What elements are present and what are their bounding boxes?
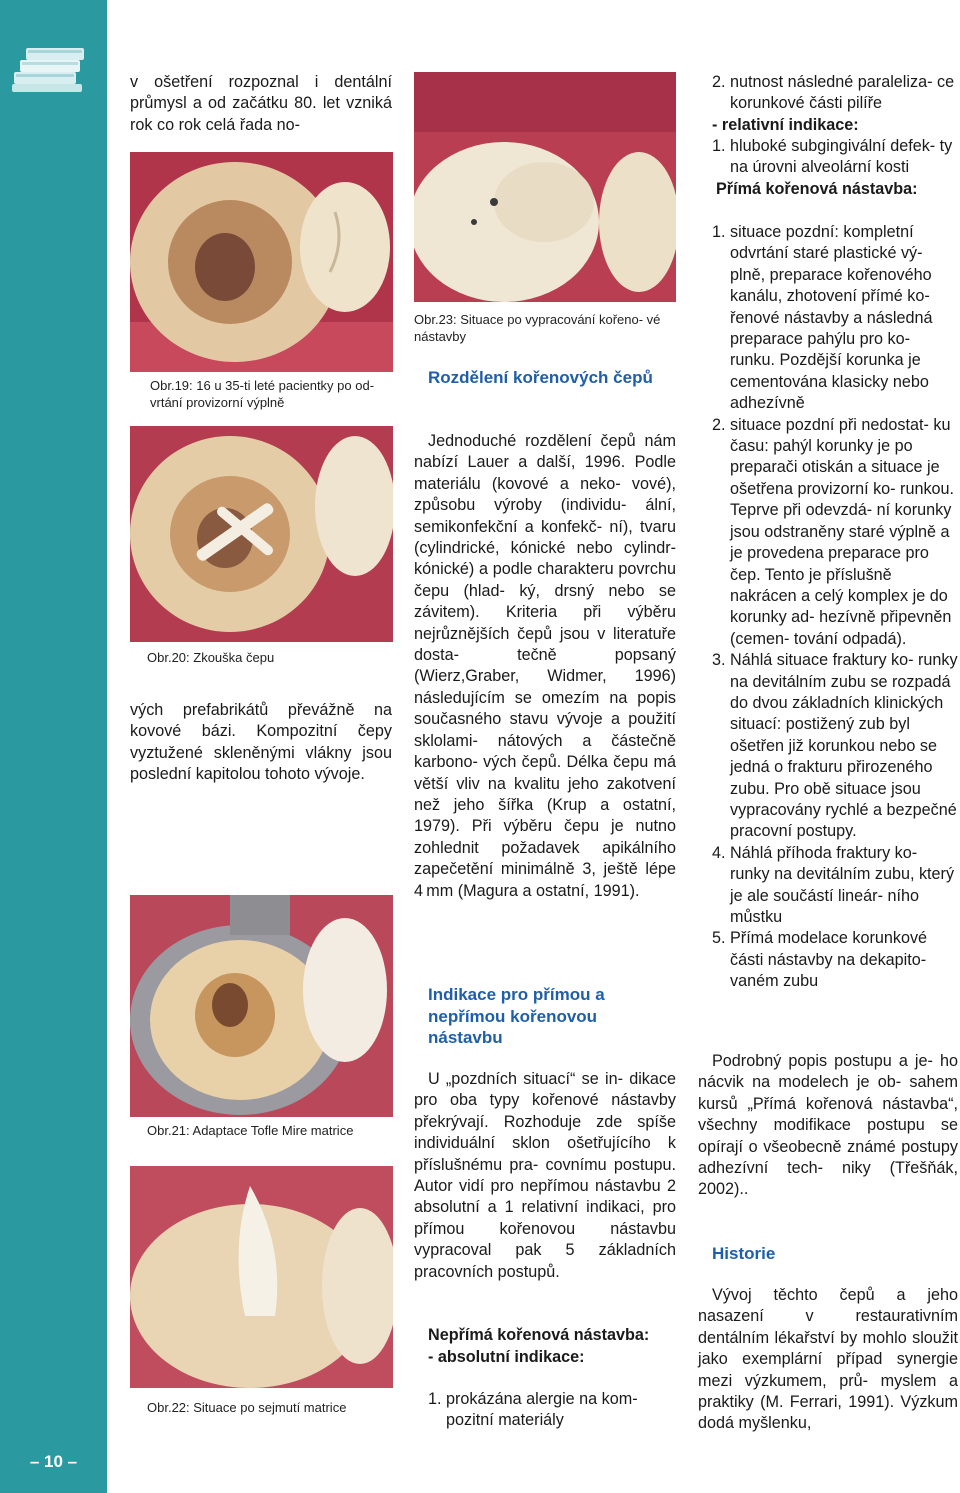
photo-obr21	[130, 895, 393, 1117]
list-item	[712, 72, 958, 115]
list-item-number: 3.	[712, 651, 726, 670]
caption-obr23: Obr.23: Situace po vypracování kořeno- vé nástavby	[414, 312, 661, 344]
list-item-number: 1.	[712, 137, 726, 155]
caption-obr22: Obr.22: Situace po sejmutí matrice	[147, 1400, 347, 1415]
heading-historie: Historie	[712, 1244, 776, 1263]
col3-relative-heading: - relativní indikace:	[712, 116, 859, 134]
list-item	[712, 222, 958, 415]
col3-para-detail: Podrobný popis postupu a je- ho nácvik na modelech je ob- sahem kursů „Přímá kořenová nástavba“, všechny modifikace postupu se opírají o všeobecně známé postupy adhezívní tech- niky (Třešňák, 2002)..	[698, 1052, 958, 1199]
page-number: – 10 –	[29, 1452, 78, 1471]
col3-top-item1	[712, 136, 958, 179]
list-item-text: situace pozdní při nedostat- ku času: pahýl korunky je po preparači otiskán a situace je ošetřena provizorní ko- runkou. Teprve při odevzdá- ní korunky jsou odstraněny staré výplně a je provedena preparace pro čep. Tento je příslušně nakrácen a celý komplex je do korunky ad- hezívně připevněn (cemen- tování odpadá).	[730, 415, 955, 648]
list-item-text: Přímá modelace korunkové části nástavby na dekapito- vaném zubu	[730, 929, 928, 991]
col2-para2: U „pozdních situací“ se in- dikace pro oba typy kořenové nástavby překrývají. Rozhoduje zde spíše individuální sklon ošetřujícího k příslušnému pra- covnímu postupu. Autor vidí pro nepřímou nástavbu 2 absolutní a 1 relativní indikaci, pro přímou kořenovou nástavbu vypracoval pak 5 základních pracovních postupů.	[414, 1070, 676, 1281]
list-item-number: 4.	[712, 843, 726, 862]
col3-direct-heading: Přímá kořenová nástavba:	[716, 180, 918, 198]
photo-obr20	[130, 426, 393, 642]
photo-obr19	[130, 152, 393, 372]
list-item-text: situace pozdní: kompletní odvrtání staré plastické vý- plně, preparace kořenového kanálu, zhotovení přímé ko- řenové nástavby a následná preparace pahýlu pro ko- runku. Pozdější korunka je cementována klasicky nebo adhezívně	[730, 223, 933, 413]
col1-intro-text: v ošetření rozpoznal i dentální průmysl a od začátku 80. let vzniká rok co rok celá řada no-	[130, 73, 392, 134]
list-item-text: prokázána alergie na kom- pozitní materiály	[446, 1390, 638, 1430]
caption-obr20: Obr.20: Zkouška čepu	[147, 650, 275, 665]
list-item-text: hluboké subgingivální defek- ty na úrovni alveolární kosti	[730, 137, 953, 177]
list-item	[712, 928, 958, 992]
col2-subheading-absolutni: - absolutní indikace:	[428, 1348, 585, 1366]
list-item	[712, 415, 958, 650]
heading-indikace: Indikace pro přímou a nepřímou kořenovou nástavbu	[428, 985, 605, 1047]
list-item-number: 1.	[428, 1390, 442, 1408]
photo-obr22	[130, 1166, 393, 1388]
photo-obr23	[414, 72, 676, 302]
col2-subheading-neprima: Nepřímá kořenová nástavba:	[428, 1326, 650, 1344]
list-item-text: nutnost následné paraleliza- ce korunkové části pilíře	[730, 73, 955, 113]
list-item-number: 1.	[712, 223, 726, 241]
list-item	[428, 1389, 678, 1432]
page-sidebar	[0, 0, 107, 1493]
list-item	[712, 843, 958, 929]
list-item-text: Náhlá příhoda fraktury ko- runky na devitálním zubu, který je ale součástí lineár- ního můstku	[730, 843, 955, 926]
col3-top-item2	[712, 72, 958, 115]
col3-para-hist: Vývoj těchto čepů a jeho nasazení v restaurativním dentálním lékařství by mohlo sloužit jako exemplární případ synergie mezi výzkumem, prů- myslem a praktiky (M. Ferrari, 1991). Výzkum dodá myšlenku,	[698, 1286, 958, 1433]
col3-direct-list	[712, 222, 958, 993]
list-item	[712, 650, 958, 843]
list-item-number: 5.	[712, 929, 726, 948]
list-item-number: 2.	[712, 73, 726, 91]
col2-para1: Jednoduché rozdělení čepů nám nabízí Lauer a další, 1996. Podle materiálu (kovové a neko- vové), způsobu výroby (individu- ální, semikonfekční a konfekč- ní), tvaru (cylindrické, kónické nebo cylindr-kónické) a podle charakteru povrchu čepu (hlad- ký, drsný nebo se závitem). Kriteria při výběru nejrůznějších čepů jsou v literatuře dosta- tečně popsaný (Wierz,Graber, Widmer, 1996) následujícím se omezím na popis současného stavu vývoje a použití sklolami- nátových a částečně karbono- vých čepů. Délka čepu má větší vliv na kvalitu jeho zakotvení než jeho šířka (Krup a ostatní, 1979). Při výběru čepu je nutno zohlednit požadavek apikálního zapečetění minimálně 3, ještě lépe 4 mm (Magura a ostatní, 1991).	[414, 432, 676, 900]
list-item-text: Náhlá situace fraktury ko- runky na devitálním zubu se rozpadá do dvou základních klinických situací: postižený zub byl ošetřen již korunkou nebo se jedná o frakturu přirozeného zubu. Pro obě situace jsou vypracovány rychlé a bezpečné pracovní postupy.	[730, 651, 958, 841]
caption-obr21: Obr.21: Adaptace Tofle Mire matrice	[147, 1123, 354, 1138]
caption-obr19: Obr.19: 16 u 35-ti leté pacientky po od- vrtání provizorní výplně	[150, 378, 375, 410]
heading-rozdeleni: Rozdělení kořenových čepů	[428, 368, 653, 387]
books-logo-icon	[12, 42, 96, 94]
list-item-number: 2.	[712, 415, 726, 434]
col1-mid-text: vých prefabrikátů převážně na kovové bázi. Kompozitní čepy vyztužené skleněnými vlákny jsou poslední kapitolou tohoto vývoje.	[130, 701, 392, 784]
list-item	[712, 136, 958, 179]
col2-item1	[428, 1389, 678, 1432]
